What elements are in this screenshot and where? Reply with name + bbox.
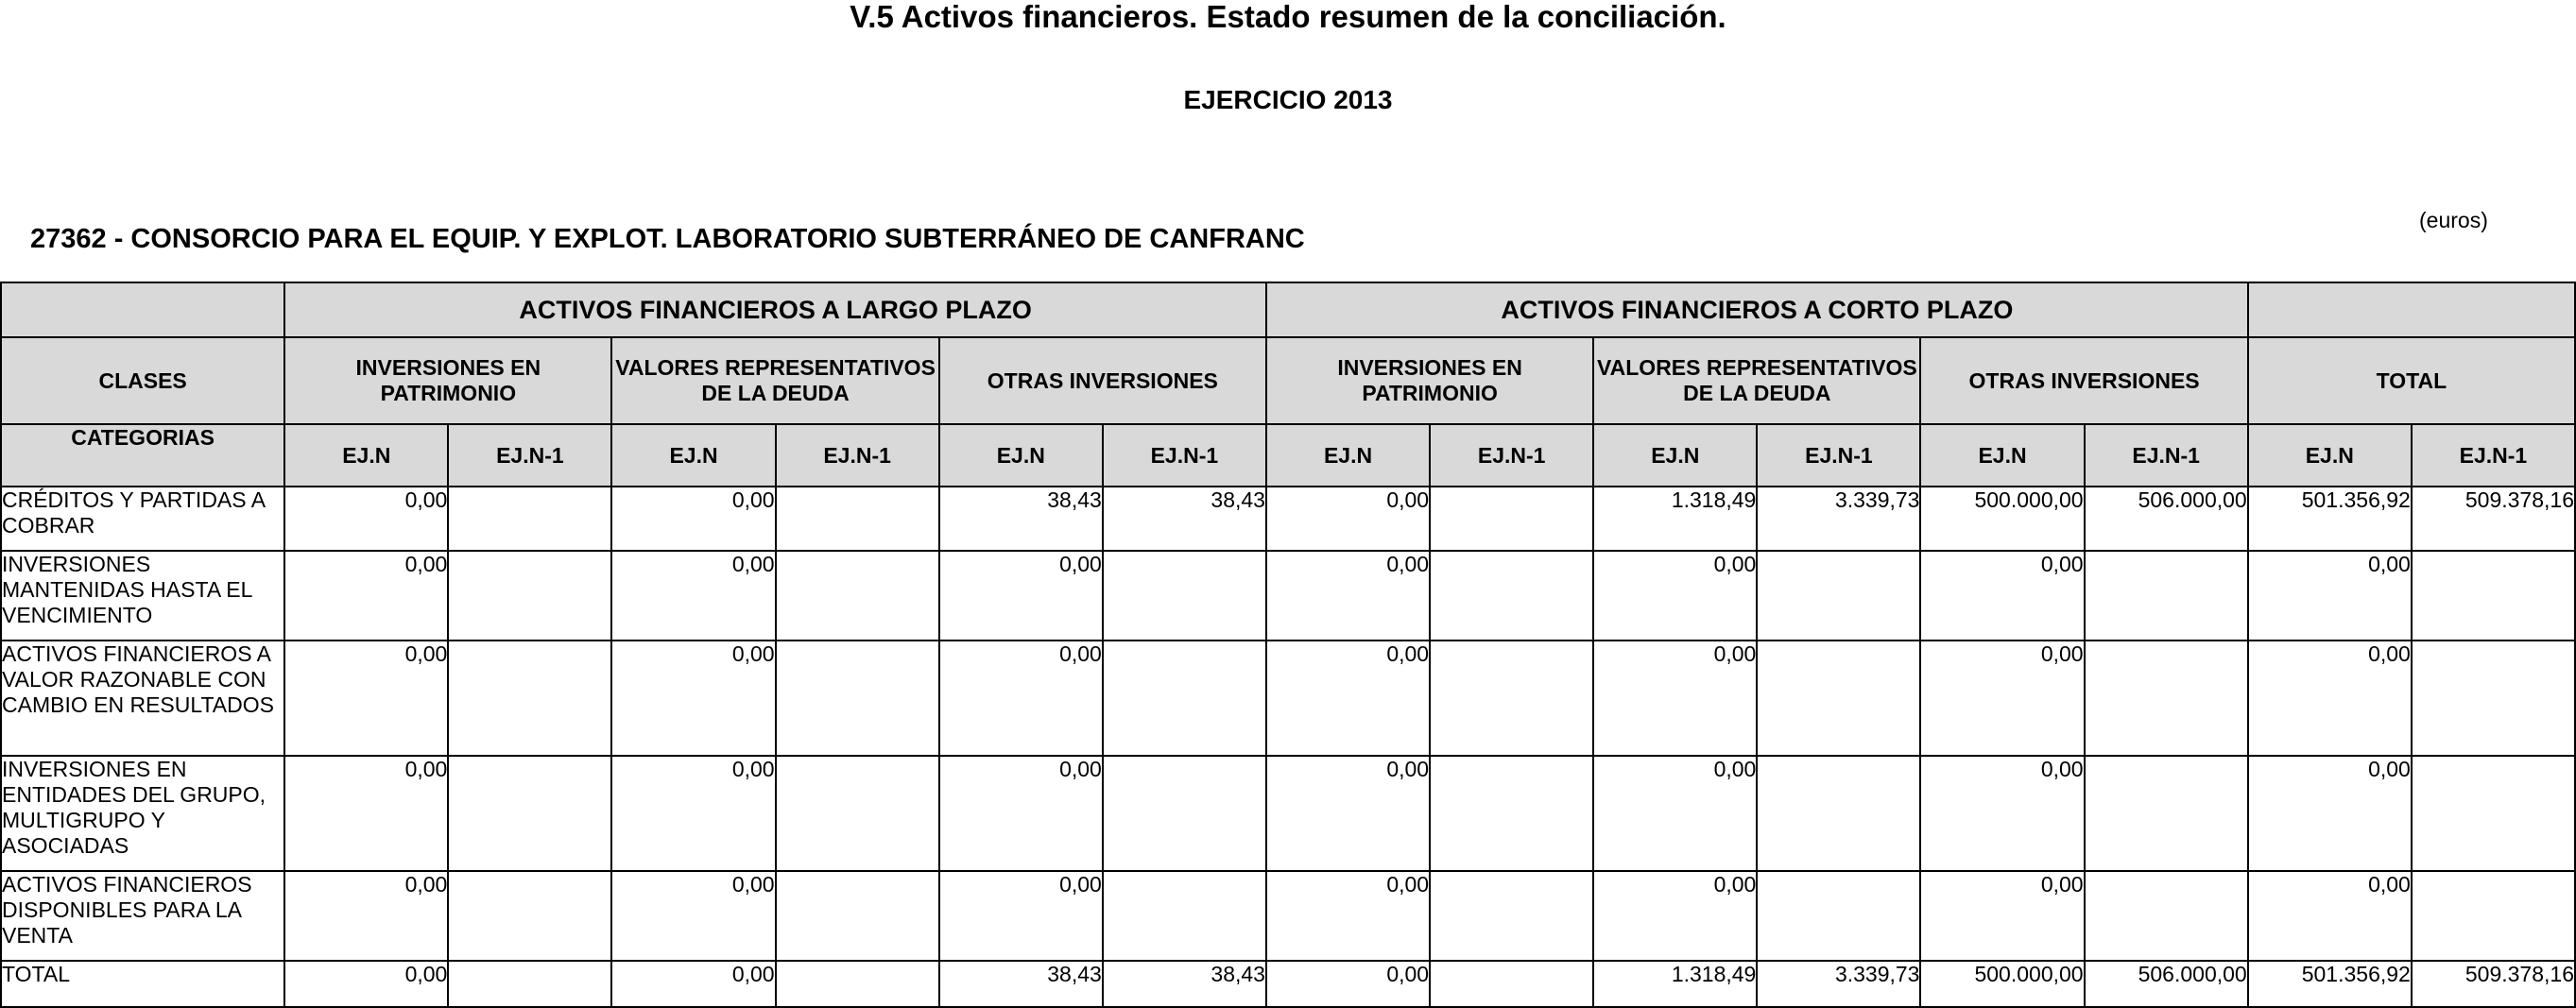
value-cell: 1.318,49 [1593, 961, 1757, 1007]
value-cell: 0,00 [1593, 756, 1757, 871]
value-cell [776, 961, 939, 1007]
value-cell [448, 961, 611, 1007]
value-cell: 0,00 [611, 641, 775, 756]
value-cell: 0,00 [611, 487, 775, 551]
value-cell [1757, 756, 1920, 871]
value-cell: 3.339,73 [1757, 487, 1920, 551]
value-cell: 500.000,00 [1920, 487, 2084, 551]
value-cell: 0,00 [2248, 551, 2412, 641]
value-cell: 0,00 [1920, 641, 2084, 756]
table-row [1, 641, 2575, 756]
value-cell: 3.339,73 [1757, 961, 1920, 1007]
value-cell: 0,00 [1266, 641, 1430, 756]
value-cell [2085, 551, 2248, 641]
value-cell [1430, 756, 1593, 871]
value-cell: 0,00 [1266, 551, 1430, 641]
value-cell: 0,00 [1593, 871, 1757, 961]
value-cell [2412, 551, 2575, 641]
value-cell: 0,00 [939, 871, 1103, 961]
value-cell: 0,00 [284, 961, 448, 1007]
value-cell: 0,00 [1593, 551, 1757, 641]
header-long-term: ACTIVOS FINANCIEROS A LARGO PLAZO [284, 282, 1266, 337]
row-label: ACTIVOS FINANCIEROS A VALOR RAZONABLE CON CAMBIO EN RESULTADOS [1, 641, 284, 756]
header-categorias: CATEGORIAS [1, 424, 284, 487]
value-cell: 500.000,00 [1920, 961, 2084, 1007]
value-cell [776, 756, 939, 871]
table-row [1, 487, 2575, 551]
row-label: CRÉDITOS Y PARTIDAS A COBRAR [1, 487, 284, 551]
value-cell: 0,00 [2248, 756, 2412, 871]
value-cell: 0,00 [1266, 756, 1430, 871]
value-cell [1103, 756, 1266, 871]
value-cell: 0,00 [939, 641, 1103, 756]
value-cell [776, 551, 939, 641]
value-cell: 0,00 [2248, 871, 2412, 961]
header-lp-otras: OTRAS INVERSIONES [939, 337, 1266, 424]
header-ejn1: EJ.N-1 [1430, 424, 1593, 487]
header-lp-valores: VALORES REPRESENTATIVOS DE LA DEUDA [611, 337, 938, 424]
value-cell: 0,00 [2248, 641, 2412, 756]
value-cell [1103, 871, 1266, 961]
value-cell: 501.356,92 [2248, 487, 2412, 551]
value-cell: 0,00 [611, 756, 775, 871]
header-cp-valores: VALORES REPRESENTATIVOS DE LA DEUDA [1593, 337, 1920, 424]
value-cell: 0,00 [1920, 756, 2084, 871]
row-label: ACTIVOS FINANCIEROS DISPONIBLES PARA LA VENTA [1, 871, 284, 961]
value-cell: 0,00 [611, 961, 775, 1007]
value-cell: 0,00 [284, 487, 448, 551]
header-ejn1: EJ.N-1 [776, 424, 939, 487]
value-cell: 509.378,16 [2412, 961, 2575, 1007]
header-ejn1: EJ.N-1 [1103, 424, 1266, 487]
value-cell: 0,00 [284, 756, 448, 871]
header-ejn: EJ.N [1593, 424, 1757, 487]
row-label: INVERSIONES EN ENTIDADES DEL GRUPO, MULTIGRUPO Y ASOCIADAS [1, 756, 284, 871]
value-cell: 0,00 [1920, 551, 2084, 641]
header-ejn: EJ.N [939, 424, 1103, 487]
total-row [1, 961, 2575, 1007]
entity-name: 27362 - CONSORCIO PARA EL EQUIP. Y EXPLOT. LABORATORIO SUBTERRÁNEO DE CANFRANC [30, 224, 1305, 254]
value-cell: 38,43 [1103, 487, 1266, 551]
currency-units: (euros) [2419, 208, 2488, 232]
value-cell: 0,00 [939, 756, 1103, 871]
value-cell [448, 551, 611, 641]
value-cell [1103, 641, 1266, 756]
value-cell [1430, 961, 1593, 1007]
value-cell: 501.356,92 [2248, 961, 2412, 1007]
value-cell [2412, 641, 2575, 756]
value-cell [448, 641, 611, 756]
value-cell: 0,00 [1266, 871, 1430, 961]
value-cell: 38,43 [939, 487, 1103, 551]
header-ejn: EJ.N [284, 424, 448, 487]
header-ejn: EJ.N [611, 424, 775, 487]
header-cp-inv-patrimonio: INVERSIONES EN PATRIMONIO [1266, 337, 1593, 424]
value-cell: 506.000,00 [2085, 487, 2248, 551]
value-cell [2412, 756, 2575, 871]
page-title: V.5 Activos financieros. Estado resumen de la conciliación. [850, 0, 1726, 34]
header-ejn: EJ.N [1266, 424, 1430, 487]
value-cell [1430, 871, 1593, 961]
header-short-term: ACTIVOS FINANCIEROS A CORTO PLAZO [1266, 282, 2248, 337]
row-label: INVERSIONES MANTENIDAS HASTA EL VENCIMIENTO [1, 551, 284, 641]
value-cell [1757, 871, 1920, 961]
value-cell [2085, 756, 2248, 871]
value-cell [776, 871, 939, 961]
header-ejn1: EJ.N-1 [448, 424, 611, 487]
header-blank-total [2248, 282, 2575, 337]
value-cell [2412, 871, 2575, 961]
header-total: TOTAL [2248, 337, 2575, 424]
header-blank-top [1, 282, 284, 337]
value-cell [448, 756, 611, 871]
row-label: TOTAL [1, 961, 284, 1007]
value-cell: 506.000,00 [2085, 961, 2248, 1007]
header-lp-inv-patrimonio: INVERSIONES EN PATRIMONIO [284, 337, 611, 424]
value-cell: 0,00 [1266, 487, 1430, 551]
header-ejn1: EJ.N-1 [2085, 424, 2248, 487]
header-clases: CLASES [1, 337, 284, 424]
value-cell [2085, 871, 2248, 961]
value-cell: 38,43 [939, 961, 1103, 1007]
value-cell: 0,00 [284, 871, 448, 961]
value-cell [448, 871, 611, 961]
value-cell: 0,00 [1920, 871, 2084, 961]
value-cell [1430, 551, 1593, 641]
value-cell: 509.378,16 [2412, 487, 2575, 551]
value-cell: 1.318,49 [1593, 487, 1757, 551]
value-cell [776, 487, 939, 551]
value-cell [1103, 551, 1266, 641]
value-cell: 0,00 [1266, 961, 1430, 1007]
value-cell [1757, 551, 1920, 641]
value-cell: 0,00 [939, 551, 1103, 641]
value-cell [776, 641, 939, 756]
header-ejn1: EJ.N-1 [1757, 424, 1920, 487]
value-cell: 0,00 [284, 641, 448, 756]
exercise-year: EJERCICIO 2013 [1183, 85, 1393, 114]
header-ejn: EJ.N [1920, 424, 2084, 487]
value-cell: 0,00 [611, 871, 775, 961]
value-cell: 0,00 [611, 551, 775, 641]
table-row [1, 756, 2575, 871]
table-row [1, 551, 2575, 641]
value-cell [1430, 641, 1593, 756]
value-cell: 0,00 [284, 551, 448, 641]
value-cell: 38,43 [1103, 961, 1266, 1007]
reconciliation-table [0, 282, 2576, 1008]
value-cell [2085, 641, 2248, 756]
value-cell [1757, 641, 1920, 756]
value-cell [448, 487, 611, 551]
value-cell [1430, 487, 1593, 551]
header-ejn1: EJ.N-1 [2412, 424, 2575, 487]
header-ejn: EJ.N [2248, 424, 2412, 487]
value-cell: 0,00 [1593, 641, 1757, 756]
header-cp-otras: OTRAS INVERSIONES [1920, 337, 2247, 424]
table-row [1, 871, 2575, 961]
